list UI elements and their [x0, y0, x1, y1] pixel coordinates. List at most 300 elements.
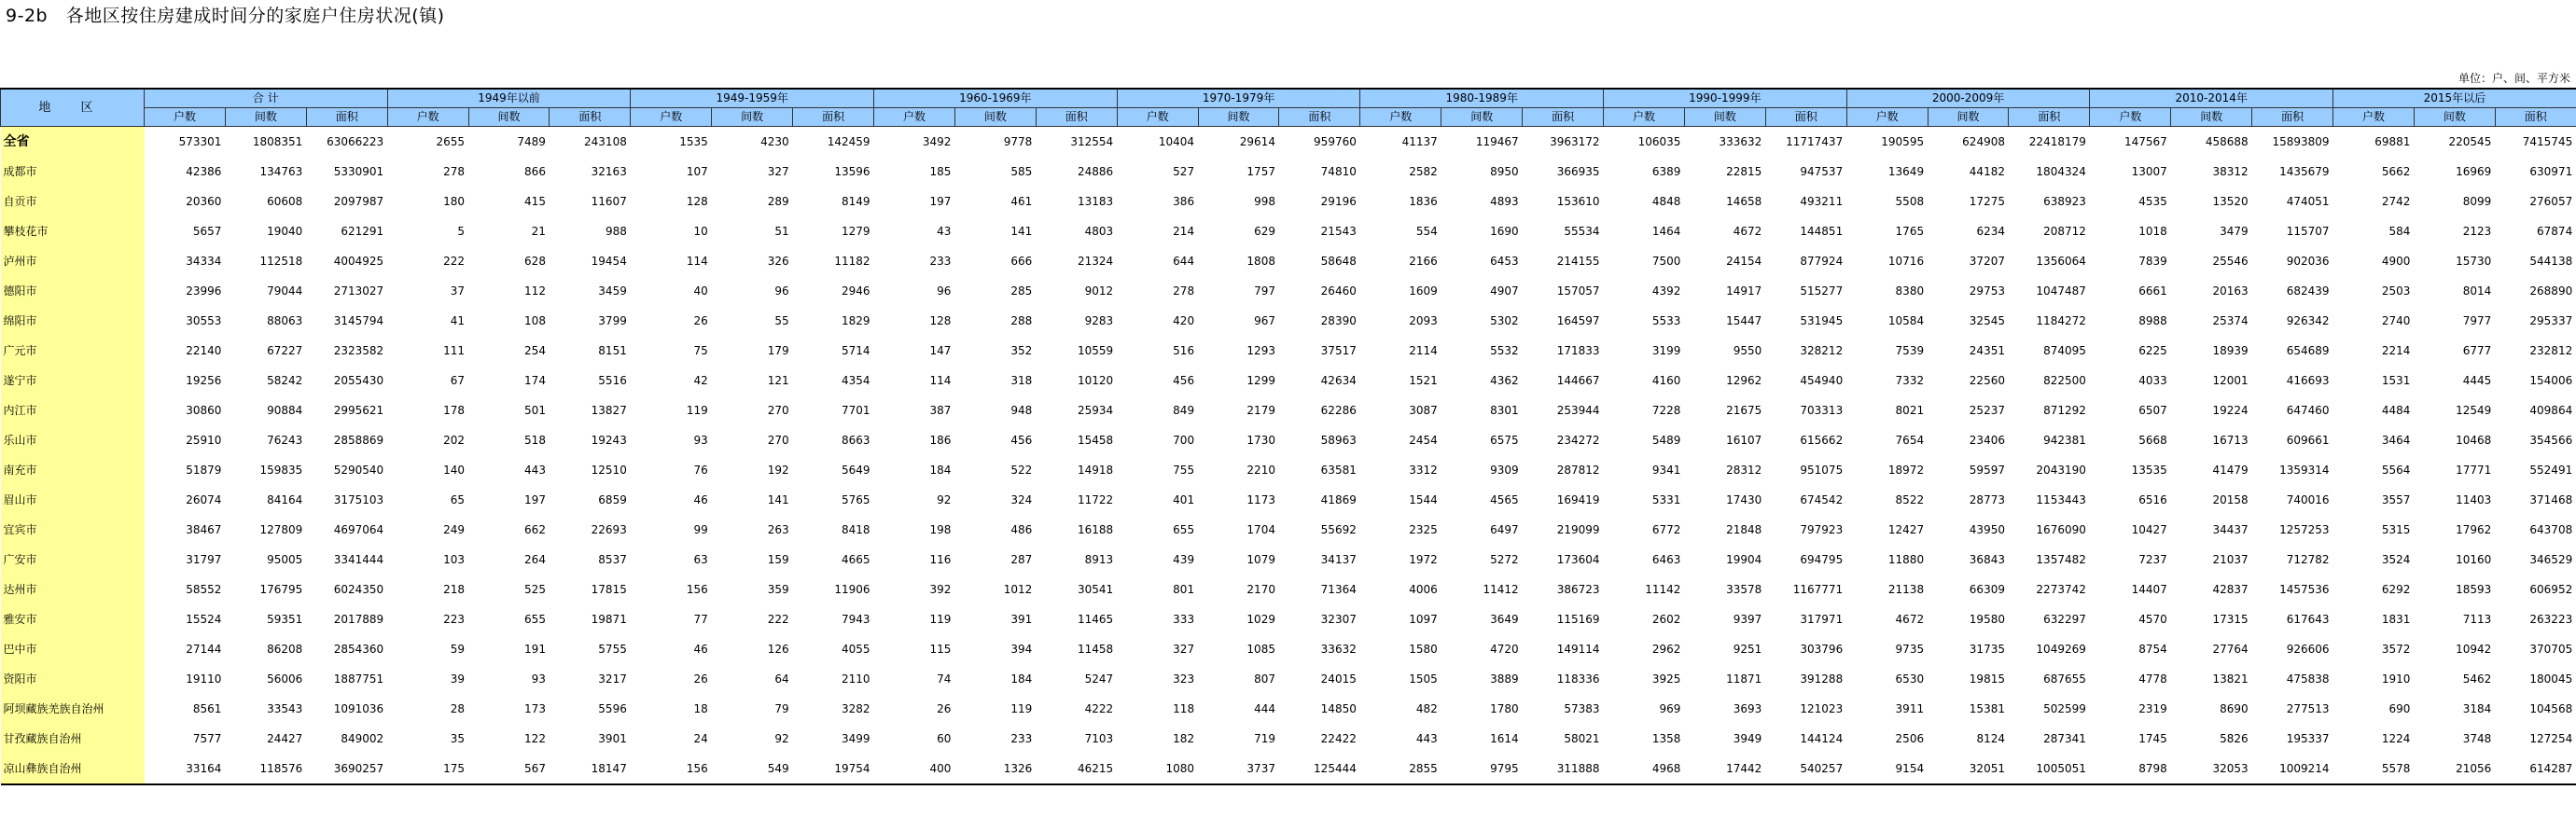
table-cell: 527	[1173, 165, 1195, 178]
table-cell: 454940	[1800, 374, 1844, 387]
table-cell: 1457536	[2279, 583, 2330, 596]
table-cell: 323	[1173, 672, 1195, 686]
table-cell: 4665	[841, 553, 870, 566]
table-cell: 65	[450, 493, 466, 506]
table-cell: 5330901	[333, 165, 384, 178]
table-cell: 5508	[1895, 195, 1925, 208]
table-cell: 63	[693, 553, 708, 566]
table-cell: 96	[774, 284, 789, 298]
table-cell: 8754	[2138, 643, 2167, 656]
table-cell: 13821	[2212, 672, 2249, 686]
table-cell: 3649	[1490, 613, 1519, 626]
table-cell: 1609	[1409, 284, 1438, 298]
table-cell: 2319	[2138, 702, 2167, 715]
table-cell: 35	[450, 732, 466, 745]
table-cell: 58021	[1564, 732, 1600, 745]
table-cell: 195337	[2286, 732, 2330, 745]
table-cell: 20158	[2212, 493, 2249, 506]
table-cell: 31735	[1969, 643, 2005, 656]
table-cell: 24154	[1726, 255, 1762, 268]
table-cell: 119	[1010, 702, 1033, 715]
group-header: 1949-1959年	[631, 89, 874, 108]
table-cell: 4893	[1490, 195, 1519, 208]
table-cell: 93	[531, 672, 546, 686]
table-cell: 180	[443, 195, 466, 208]
table-cell: 43950	[1969, 523, 2005, 536]
table-cell: 208712	[2043, 225, 2086, 238]
table-cell: 270	[767, 404, 789, 417]
table-cell: 303796	[1800, 643, 1844, 656]
table-cell: 624908	[1962, 135, 2005, 148]
table-cell: 7839	[2138, 255, 2167, 268]
table-cell: 7332	[1895, 374, 1925, 387]
table-cell: 19904	[1726, 553, 1762, 566]
table-cell: 22418179	[2028, 135, 2086, 148]
table-cell: 42634	[1320, 374, 1357, 387]
region-name: 成都市	[1, 157, 145, 187]
table-cell: 456	[1173, 374, 1195, 387]
table-cell: 10404	[1158, 135, 1195, 148]
table-cell: 8663	[841, 434, 870, 447]
table-cell: 2602	[1651, 613, 1681, 626]
table-cell: 2854360	[333, 643, 384, 656]
table-cell: 15730	[2456, 255, 2492, 268]
table-cell: 10559	[1078, 344, 1114, 357]
table-cell: 76	[693, 464, 708, 477]
table-cell: 1173	[1246, 493, 1275, 506]
table-cell: 42837	[2212, 583, 2249, 596]
table-cell: 278	[443, 165, 466, 178]
table-cell: 1887751	[333, 672, 384, 686]
table-cell: 21037	[2212, 553, 2249, 566]
table-cell: 585	[1010, 165, 1033, 178]
table-cell: 12549	[2456, 404, 2492, 417]
table-cell: 263223	[2529, 613, 2573, 626]
table-cell: 4222	[1084, 702, 1114, 715]
table-cell: 5755	[598, 643, 627, 656]
table-cell: 164597	[1556, 314, 1600, 327]
sub-header: 户数	[1117, 108, 1198, 127]
table-cell: 9012	[1084, 284, 1114, 298]
table-cell: 5302	[1490, 314, 1519, 327]
table-cell: 58242	[267, 374, 303, 387]
table-cell: 41479	[2212, 464, 2249, 477]
sub-header: 户数	[2090, 108, 2171, 127]
table-cell: 6575	[1490, 434, 1519, 447]
table-cell: 486	[1010, 523, 1033, 536]
table-row	[1, 664, 2576, 694]
table-row	[1, 694, 2576, 724]
table-cell: 24015	[1320, 672, 1357, 686]
table-cell: 998	[1254, 195, 1275, 208]
table-cell: 278	[1173, 284, 1195, 298]
table-cell: 254	[524, 344, 546, 357]
table-cell: 144851	[1800, 225, 1844, 238]
table-cell: 219099	[1556, 523, 1600, 536]
table-cell: 5765	[841, 493, 870, 506]
table-cell: 1299	[1246, 374, 1275, 387]
table-cell: 197	[524, 493, 546, 506]
table-cell: 6389	[1651, 165, 1681, 178]
table-cell: 5489	[1651, 434, 1681, 447]
table-cell: 516	[1173, 344, 1195, 357]
sub-header: 间数	[2414, 108, 2495, 127]
table-cell: 359	[767, 583, 789, 596]
table-cell: 5668	[2138, 434, 2167, 447]
table-cell: 632297	[2043, 613, 2086, 626]
table-cell: 41137	[1401, 135, 1438, 148]
table-cell: 18972	[1887, 464, 1925, 477]
table-cell: 119	[929, 613, 952, 626]
table-cell: 1080	[1117, 754, 1198, 784]
table-cell: 142459	[827, 135, 870, 148]
table-cell: 59	[450, 643, 466, 656]
table-cell: 122	[524, 732, 546, 745]
table-cell: 18	[693, 702, 708, 715]
table-cell: 926606	[2286, 643, 2330, 656]
table-cell: 988	[605, 225, 627, 238]
table-cell: 951075	[1800, 464, 1844, 477]
table-cell: 1676090	[2036, 523, 2086, 536]
table-row	[1, 216, 2576, 246]
housing-table	[0, 88, 2576, 785]
table-cell: 287341	[2043, 732, 2086, 745]
table-cell: 55692	[1320, 523, 1357, 536]
table-cell: 11142	[1645, 583, 1681, 596]
table-cell: 8021	[1895, 404, 1925, 417]
table-cell: 79	[774, 702, 789, 715]
table-cell: 32545	[1969, 314, 2005, 327]
table-cell: 115707	[2286, 225, 2330, 238]
table-cell: 24886	[1078, 165, 1114, 178]
table-cell: 63066223	[327, 135, 384, 148]
table-cell: 1808351	[252, 135, 303, 148]
table-cell: 11182	[834, 255, 870, 268]
table-cell: 2858869	[333, 434, 384, 447]
region-name: 巴中市	[1, 634, 145, 664]
table-cell: 197	[929, 195, 952, 208]
table-cell: 5315	[2381, 523, 2411, 536]
table-cell: 4055	[841, 643, 870, 656]
table-cell: 19110	[186, 672, 222, 686]
table-cell: 86208	[267, 643, 303, 656]
region-name: 达州市	[1, 575, 145, 604]
region-name: 资阳市	[1, 664, 145, 694]
table-cell: 19580	[1969, 613, 2005, 626]
table-cell: 638923	[2043, 195, 2086, 208]
table-row	[1, 276, 2576, 306]
table-cell: 7539	[1895, 344, 1925, 357]
table-cell: 573301	[178, 135, 222, 148]
table-cell: 1097	[1409, 613, 1438, 626]
table-cell: 10942	[2456, 643, 2492, 656]
sub-header: 间数	[1441, 108, 1523, 127]
table-cell: 647460	[2286, 404, 2330, 417]
table-cell: 9795	[1441, 754, 1523, 784]
table-cell: 17315	[2212, 613, 2249, 626]
table-cell: 33164	[145, 754, 226, 784]
table-cell: 606952	[2529, 583, 2573, 596]
table-cell: 4672	[1733, 225, 1762, 238]
table-cell: 1435679	[2279, 165, 2330, 178]
table-cell: 621291	[341, 225, 384, 238]
table-cell: 28	[450, 702, 466, 715]
table-cell: 1184272	[2036, 314, 2086, 327]
table-cell: 4392	[1651, 284, 1681, 298]
table-cell: 959760	[1314, 135, 1357, 148]
table-row	[1, 485, 2576, 515]
table-cell: 37	[450, 284, 466, 298]
table-cell: 11403	[2456, 493, 2492, 506]
table-cell: 948	[1010, 404, 1033, 417]
table-cell: 111	[443, 344, 466, 357]
table-cell: 127809	[259, 523, 303, 536]
table-cell: 2962	[1651, 643, 1681, 656]
table-cell: 1167771	[1792, 583, 1844, 596]
table-cell: 822500	[2043, 374, 2086, 387]
table-cell: 3499	[841, 732, 870, 745]
table-cell: 654689	[2286, 344, 2330, 357]
table-cell: 33632	[1320, 643, 1357, 656]
table-cell: 39	[450, 672, 466, 686]
table-cell: 38312	[2212, 165, 2249, 178]
table-cell: 400	[874, 754, 955, 784]
table-cell: 27764	[2212, 643, 2249, 656]
region-name: 全省	[1, 127, 145, 158]
table-cell: 9735	[1895, 643, 1925, 656]
table-cell: 37517	[1320, 344, 1357, 357]
table-title: 9-2b 各地区按住房建成时间分的家庭户住房状况(镇)	[6, 6, 445, 26]
sub-header: 面积	[2252, 108, 2333, 127]
table-cell: 8950	[1490, 165, 1519, 178]
table-cell: 22422	[1320, 732, 1357, 745]
group-header: 合 计	[145, 89, 388, 108]
table-cell: 6292	[2381, 583, 2411, 596]
sub-header: 面积	[2009, 108, 2090, 127]
sub-header: 间数	[225, 108, 306, 127]
table-cell: 443	[1415, 732, 1438, 745]
table-cell: 420	[1173, 314, 1195, 327]
table-cell: 21138	[1887, 583, 1925, 596]
sub-header: 面积	[1765, 108, 1846, 127]
table-cell: 7228	[1651, 404, 1681, 417]
table-cell: 22693	[591, 523, 627, 536]
table-cell: 20163	[2212, 284, 2249, 298]
table-cell: 7489	[517, 135, 546, 148]
table-cell: 1464	[1651, 225, 1681, 238]
table-cell: 5826	[2220, 732, 2249, 745]
table-cell: 263	[767, 523, 789, 536]
sub-header: 户数	[1846, 108, 1928, 127]
table-cell: 2655	[436, 135, 466, 148]
table-cell: 62286	[1320, 404, 1357, 417]
table-cell: 112	[524, 284, 546, 298]
table-cell: 2454	[1409, 434, 1438, 447]
table-cell: 26	[693, 314, 708, 327]
table-cell: 6772	[1651, 523, 1681, 536]
table-cell: 7103	[1084, 732, 1114, 745]
table-cell: 874095	[2043, 344, 2086, 357]
table-cell: 28390	[1320, 314, 1357, 327]
unit-note: 单位：户、间、平方米	[2458, 72, 2570, 85]
table-cell: 3737	[1198, 754, 1279, 784]
sub-header: 间数	[1198, 108, 1279, 127]
sub-header: 户数	[387, 108, 468, 127]
table-cell: 4570	[2138, 613, 2167, 626]
table-cell: 1079	[1246, 553, 1275, 566]
table-cell: 42	[693, 374, 708, 387]
table-cell: 90884	[267, 404, 303, 417]
table-cell: 475838	[2286, 672, 2330, 686]
table-cell: 5578	[2333, 754, 2415, 784]
table-cell: 21324	[1078, 255, 1114, 268]
table-cell: 144124	[1800, 732, 1844, 745]
sub-header: 间数	[1928, 108, 2009, 127]
table-cell: 55	[774, 314, 789, 327]
table-cell: 401	[1173, 493, 1195, 506]
table-cell: 5331	[1651, 493, 1681, 506]
table-cell: 21056	[2414, 754, 2495, 784]
table-cell: 7977	[2462, 314, 2492, 327]
table-cell: 354566	[2529, 434, 2573, 447]
table-cell: 4160	[1651, 374, 1681, 387]
table-cell: 628	[524, 255, 546, 268]
table-cell: 700	[1173, 434, 1195, 447]
table-cell: 140	[443, 464, 466, 477]
table-cell: 19256	[186, 374, 222, 387]
table-cell: 11607	[591, 195, 627, 208]
table-cell: 655	[524, 613, 546, 626]
table-cell: 67874	[2537, 225, 2573, 238]
table-cell: 6530	[1895, 672, 1925, 686]
table-cell: 501	[524, 404, 546, 417]
table-cell: 18147	[550, 754, 631, 784]
table-cell: 871292	[2043, 404, 2086, 417]
table-cell: 33543	[267, 702, 303, 715]
table-cell: 285	[1010, 284, 1033, 298]
table-cell: 584	[2388, 225, 2411, 238]
table-cell: 92	[774, 732, 789, 745]
table-cell: 416693	[2286, 374, 2330, 387]
table-cell: 16713	[2212, 434, 2249, 447]
table-cell: 32307	[1320, 613, 1357, 626]
table-cell: 13649	[1887, 165, 1925, 178]
table-cell: 176795	[259, 583, 303, 596]
table-cell: 174	[524, 374, 546, 387]
table-cell: 295337	[2529, 314, 2573, 327]
table-cell: 926342	[2286, 314, 2330, 327]
table-cell: 1804324	[2036, 165, 2086, 178]
sub-header: 间数	[1684, 108, 1765, 127]
table-cell: 149114	[1556, 643, 1600, 656]
table-cell: 4803	[1084, 225, 1114, 238]
table-cell: 9550	[1733, 344, 1762, 357]
table-cell: 13827	[591, 404, 627, 417]
table-cell: 3901	[598, 732, 627, 745]
table-cell: 25237	[1969, 404, 2005, 417]
table-cell: 5662	[2381, 165, 2411, 178]
table-cell: 32053	[2171, 754, 2252, 784]
table-cell: 474051	[2286, 195, 2330, 208]
table-cell: 415	[524, 195, 546, 208]
table-cell: 8798	[2090, 754, 2171, 784]
table-cell: 34334	[186, 255, 222, 268]
table-cell: 522	[1010, 464, 1033, 477]
table-cell: 28773	[1969, 493, 2005, 506]
table-cell: 218	[443, 583, 466, 596]
table-cell: 220545	[2448, 135, 2492, 148]
table-cell: 2093	[1409, 314, 1438, 327]
table-cell: 14407	[2131, 583, 2167, 596]
table-cell: 439	[1173, 553, 1195, 566]
table-cell: 3925	[1651, 672, 1681, 686]
table-cell: 719	[1254, 732, 1275, 745]
region-name: 甘孜藏族自治州	[1, 724, 145, 754]
table-cell: 243108	[584, 135, 627, 148]
table-cell: 1757	[1246, 165, 1275, 178]
table-row	[1, 754, 2576, 784]
table-cell: 2325	[1409, 523, 1438, 536]
table-cell: 5649	[841, 464, 870, 477]
table-cell: 9283	[1084, 314, 1114, 327]
table-cell: 2506	[1895, 732, 1925, 745]
region-name: 眉山市	[1, 485, 145, 515]
table-cell: 518	[524, 434, 546, 447]
table-cell: 549	[712, 754, 793, 784]
table-cell: 60	[937, 732, 952, 745]
table-cell: 13007	[2131, 165, 2167, 178]
table-cell: 16969	[2456, 165, 2492, 178]
group-header: 1980-1989年	[1360, 89, 1604, 108]
table-cell: 3175103	[333, 493, 384, 506]
table-cell: 191	[524, 643, 546, 656]
table-cell: 38467	[186, 523, 222, 536]
table-cell: 179	[767, 344, 789, 357]
group-header: 2015年以后	[2333, 89, 2576, 108]
table-cell: 482	[1415, 702, 1438, 715]
table-cell: 443	[524, 464, 546, 477]
table-cell: 10584	[1887, 314, 1925, 327]
table-cell: 7577	[192, 732, 222, 745]
table-cell: 391	[1010, 613, 1033, 626]
table-cell: 277513	[2286, 702, 2330, 715]
table-cell: 198	[929, 523, 952, 536]
table-cell: 214155	[1556, 255, 1600, 268]
table-cell: 687655	[2043, 672, 2086, 686]
table-cell: 8561	[192, 702, 222, 715]
sub-header: 间数	[468, 108, 550, 127]
table-cell: 3690257	[306, 754, 387, 784]
table-cell: 8149	[841, 195, 870, 208]
table-cell: 1049269	[2036, 643, 2086, 656]
table-cell: 8988	[2138, 314, 2167, 327]
table-cell: 9309	[1490, 464, 1519, 477]
table-cell: 617643	[2286, 613, 2330, 626]
table-cell: 8913	[1084, 553, 1114, 566]
table-cell: 3312	[1409, 464, 1438, 477]
table-cell: 1765	[1895, 225, 1925, 238]
table-cell: 74810	[1320, 165, 1357, 178]
table-cell: 22815	[1726, 165, 1762, 178]
table-cell: 184	[1010, 672, 1033, 686]
table-cell: 114	[686, 255, 708, 268]
region-name: 遂宁市	[1, 366, 145, 395]
table-cell: 76243	[267, 434, 303, 447]
region-name: 广元市	[1, 336, 145, 366]
table-cell: 4907	[1490, 284, 1519, 298]
table-cell: 184	[929, 464, 952, 477]
table-cell: 324	[1010, 493, 1033, 506]
